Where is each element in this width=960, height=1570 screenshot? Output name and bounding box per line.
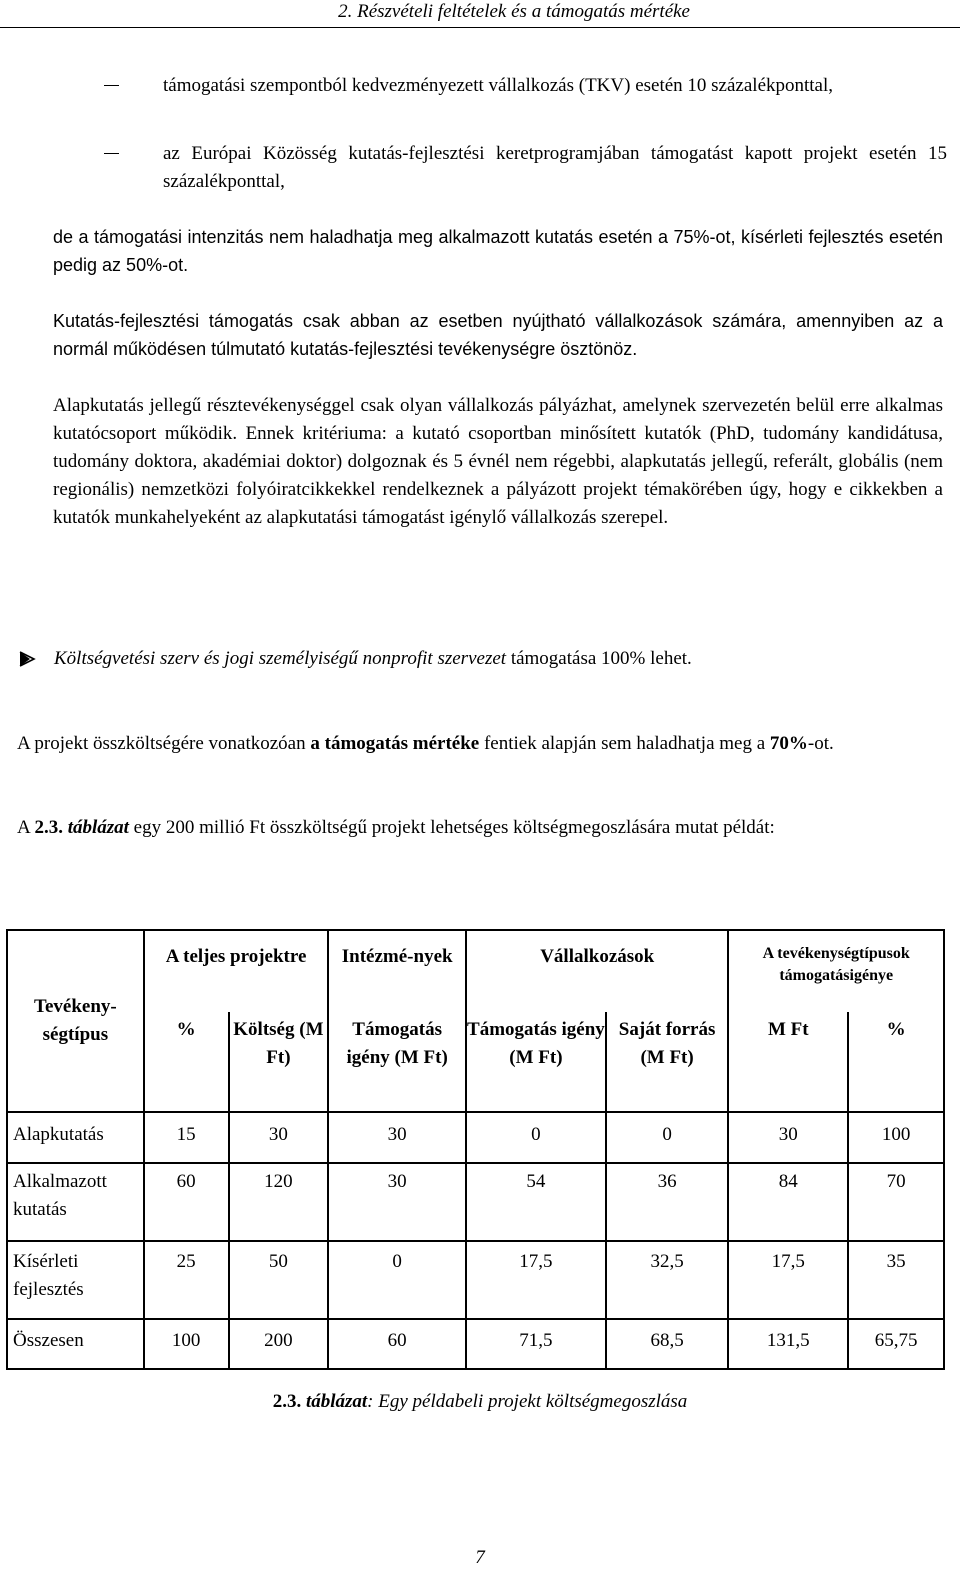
cell-need-percent: 35 [848,1241,944,1319]
nonprofit-rate: támogatása 100% lehet. [506,648,692,669]
dash-list-item [127,72,947,100]
dash-list-item [127,140,947,196]
cell-cost: 50 [229,1241,329,1319]
para-max-rate [17,730,943,758]
text-span: fentiek alapján sem haladhatja meg a [479,733,770,754]
header-inst-support: Támogatás igény (M Ft) [328,1012,466,1112]
cell-need-percent: 70 [848,1163,944,1241]
dash-bullet-icon [104,85,119,86]
row-label: Alapkutatás [7,1112,144,1163]
row-label: Alkalmazott kutatás [7,1163,144,1241]
table-row [7,1241,944,1319]
text-span: A [17,817,35,838]
para-rd-incentive: Kutatás-fejlesztési támogatás csak abban az esetben nyújtható vállalkozások számára, amennyiben az a normál működésen túlmutató kutatás-fejlesztési tevékenységre ösztönöz. [53,311,943,359]
caption-word: táblázat [305,1391,368,1412]
arrow-item-text [17,645,943,673]
cell-firm-support: 17,5 [466,1241,606,1319]
bold-rate: 70% [769,733,808,754]
cell-inst-support: 30 [328,1163,466,1241]
header-whole-project: A teljes projektre [144,930,329,1012]
para-basic-research: Alapkutatás jellegű résztevékenységgel csak olyan vállalkozás pályázhat, amelynek szervezetén belül erre alkalmas kutatócsoport működik. Ennek kritériuma: a kutató csoportban minősített kutatók (PhD, tudomány kandidátusa, tudomány doktora, akadémiai doktor) dolgoznak és 5 évnél nem régebbi, alapkutatás jellegű, referált, globális (nem regionális) nemzetközi folyóiratcikkekkel rendelkeznek a pályázott projekt témakörében úgy, hogy e cikkekben a kutatók munkahelyeként az alapkutatási támogatást igénylő vállalkozás szerepel. [53,395,943,528]
cell-own-source: 68,5 [606,1319,729,1369]
header-institutions: Intézmé-nyek [328,930,466,1012]
cell-own-source: 36 [606,1163,729,1241]
arrow-list-item [17,645,943,673]
cell-need-mft: 131,5 [728,1319,848,1369]
text-span: egy 200 millió Ft összköltségű projekt lehetséges költségmegoszlására mutat példát: [128,817,775,838]
dash-item-text: az Európai Közösség kutatás-fejlesztési keretprogramjában támogatást kapott projekt esetén 15 százalékponttal, [163,143,947,192]
header-cost: Költség (M Ft) [229,1012,329,1112]
nonprofit-term: Költségvetési szerv és jogi személyiségű nonprofit szervezet [54,648,507,669]
header-firm-support: Támogatás igény (M Ft) [466,1012,606,1112]
header-own-source: Saját forrás (M Ft) [606,1012,729,1112]
table-row-total [7,1319,944,1369]
cell-percent: 15 [144,1112,229,1163]
cell-need-percent: 100 [848,1112,944,1163]
header-need-mft: M Ft [728,1012,848,1112]
header-need-percent: % [848,1012,944,1112]
cell-inst-support: 30 [328,1112,466,1163]
cell-need-mft: 17,5 [728,1241,848,1319]
header-title: 2. Részvételi feltételek és a támogatás mértéke [338,1,690,22]
dash-bullet-icon [104,153,119,154]
header-activity-type: Tevékeny-ségtípus [7,930,144,1112]
cell-percent: 60 [144,1163,229,1241]
cell-percent: 100 [144,1319,229,1369]
cell-inst-support: 0 [328,1241,466,1319]
cell-cost: 120 [229,1163,329,1241]
table-ref-number: 2.3. [34,817,63,838]
header-enterprises: Vállalkozások [466,930,728,1012]
header-percent: % [144,1012,229,1112]
page-header [0,0,960,28]
para-table-reference [17,814,943,842]
page-number: 7 [475,1547,485,1568]
cell-percent: 25 [144,1241,229,1319]
dash-item-text: támogatási szempontból kedvezményezett vállalkozás (TKV) esetén 10 százalékponttal, [163,75,834,96]
cell-own-source: 32,5 [606,1241,729,1319]
text-span: A projekt összköltségére vonatkozóan [17,733,311,754]
arrow-bullet-icon [17,645,37,673]
cell-need-percent: 65,75 [848,1319,944,1369]
row-label: Kísérleti fejlesztés [7,1241,144,1319]
cell-firm-support: 0 [466,1112,606,1163]
cell-firm-support: 71,5 [466,1319,606,1369]
table-row [7,1163,944,1241]
caption-number: 2.3. [272,1391,302,1412]
caption-text: : Egy példabeli projekt költségmegoszlása [367,1391,688,1412]
bold-term: a támogatás mértéke [310,733,480,754]
row-label: Összesen [7,1319,144,1369]
table-row [7,1112,944,1163]
cell-firm-support: 54 [466,1163,606,1241]
cell-need-mft: 84 [728,1163,848,1241]
table-caption [0,1388,960,1416]
cell-need-mft: 30 [728,1112,848,1163]
cost-breakdown-table [6,929,945,1370]
text-span: -ot. [807,733,834,754]
cell-inst-support: 60 [328,1319,466,1369]
cell-cost: 30 [229,1112,329,1163]
header-activity-need: A tevékenységtípusok támogatásigénye [728,930,944,1012]
cell-cost: 200 [229,1319,329,1369]
para-intensity-limit: de a támogatási intenzitás nem haladhatja meg alkalmazott kutatás esetén a 75%-ot, kísérleti fejlesztés esetén pedig az 50%-ot. [53,227,943,275]
table-ref-word: táblázat [67,817,129,838]
cell-own-source: 0 [606,1112,729,1163]
